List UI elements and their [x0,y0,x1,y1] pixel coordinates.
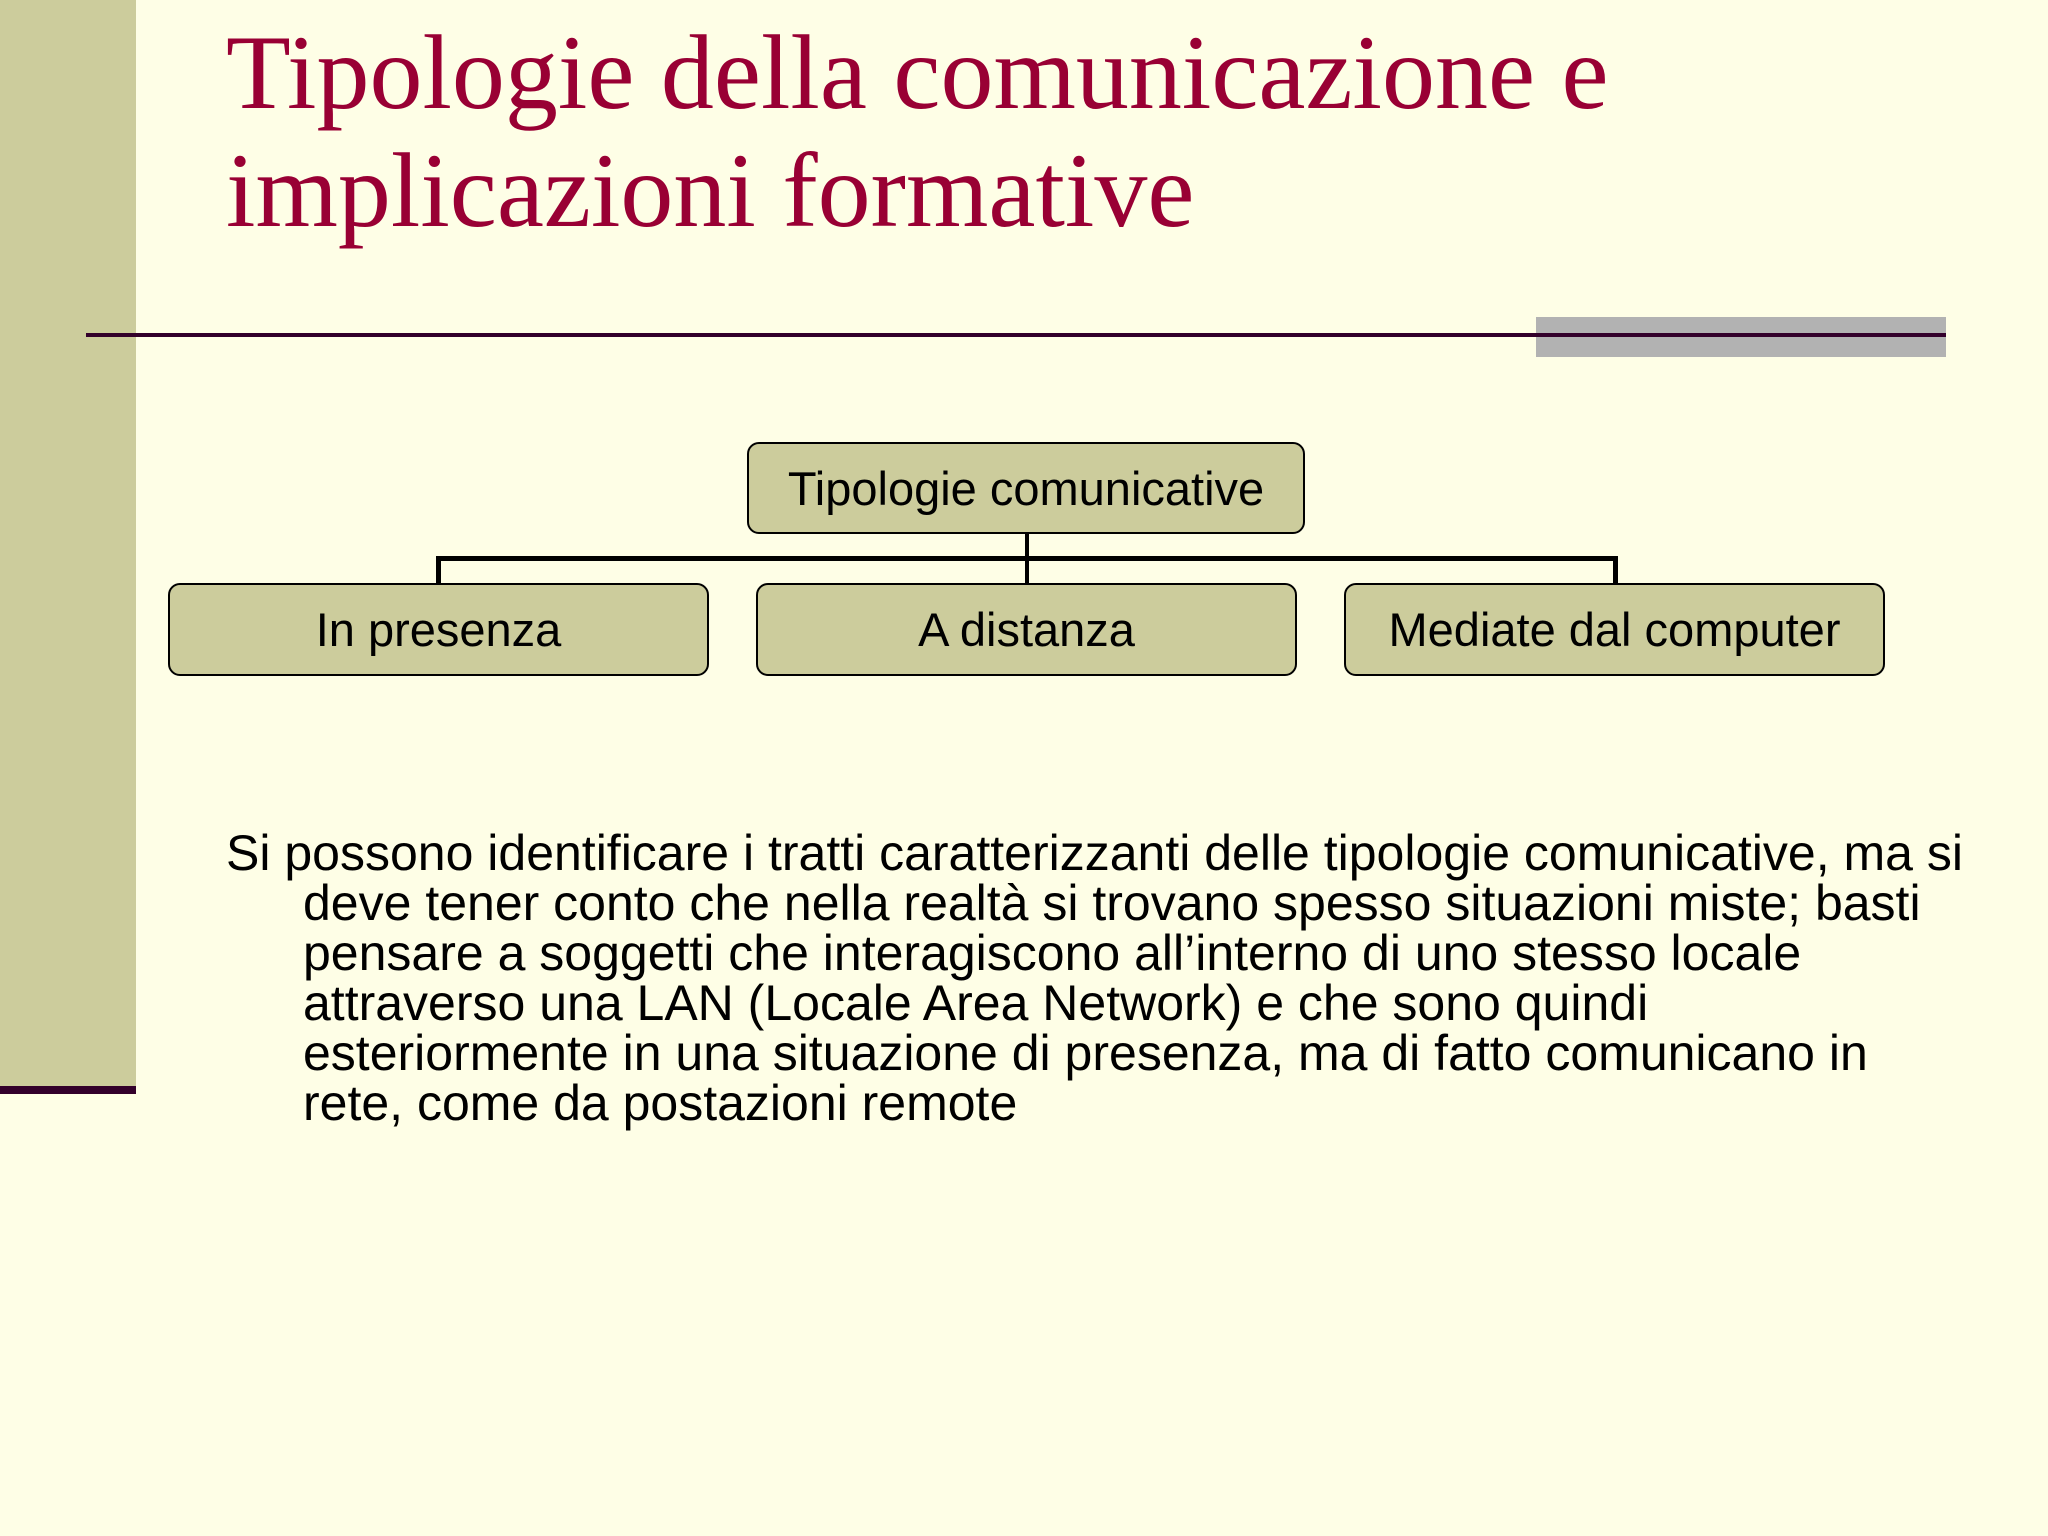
connector-root-stem [1025,532,1029,558]
left-accent-band-foot [0,1086,136,1094]
connector-child-2 [1025,556,1029,585]
org-child-box-a-distanza: A distanza [756,583,1297,676]
connector-child-1 [436,556,441,585]
org-child-box-in-presenza: In presenza [168,583,709,676]
body-paragraph: Si possono identificare i tratti caratterizzanti delle tipologie comunicative, ma si deve tener conto che nella realtà si trovano spesso situazioni miste; basti pensare a soggetti che interagiscono all’interno di uno stesso locale attraverso una LAN (Locale Area Network) e che sono quindi esteriormente in una situazione di presenza, ma di fatto comunicano in rete, come da postazioni remote [226,825,1963,1131]
connector-child-3 [1613,556,1618,585]
left-accent-band [0,0,136,1086]
title-rule-accent-line [1536,333,1946,337]
title-rule-accent [1536,317,1946,357]
org-child-box-mediate-dal-computer: Mediate dal computer [1344,583,1885,676]
org-root-box: Tipologie comunicative [747,442,1305,534]
slide-title: Tipologie della comunicazione e implicazioni formative [226,14,1609,249]
